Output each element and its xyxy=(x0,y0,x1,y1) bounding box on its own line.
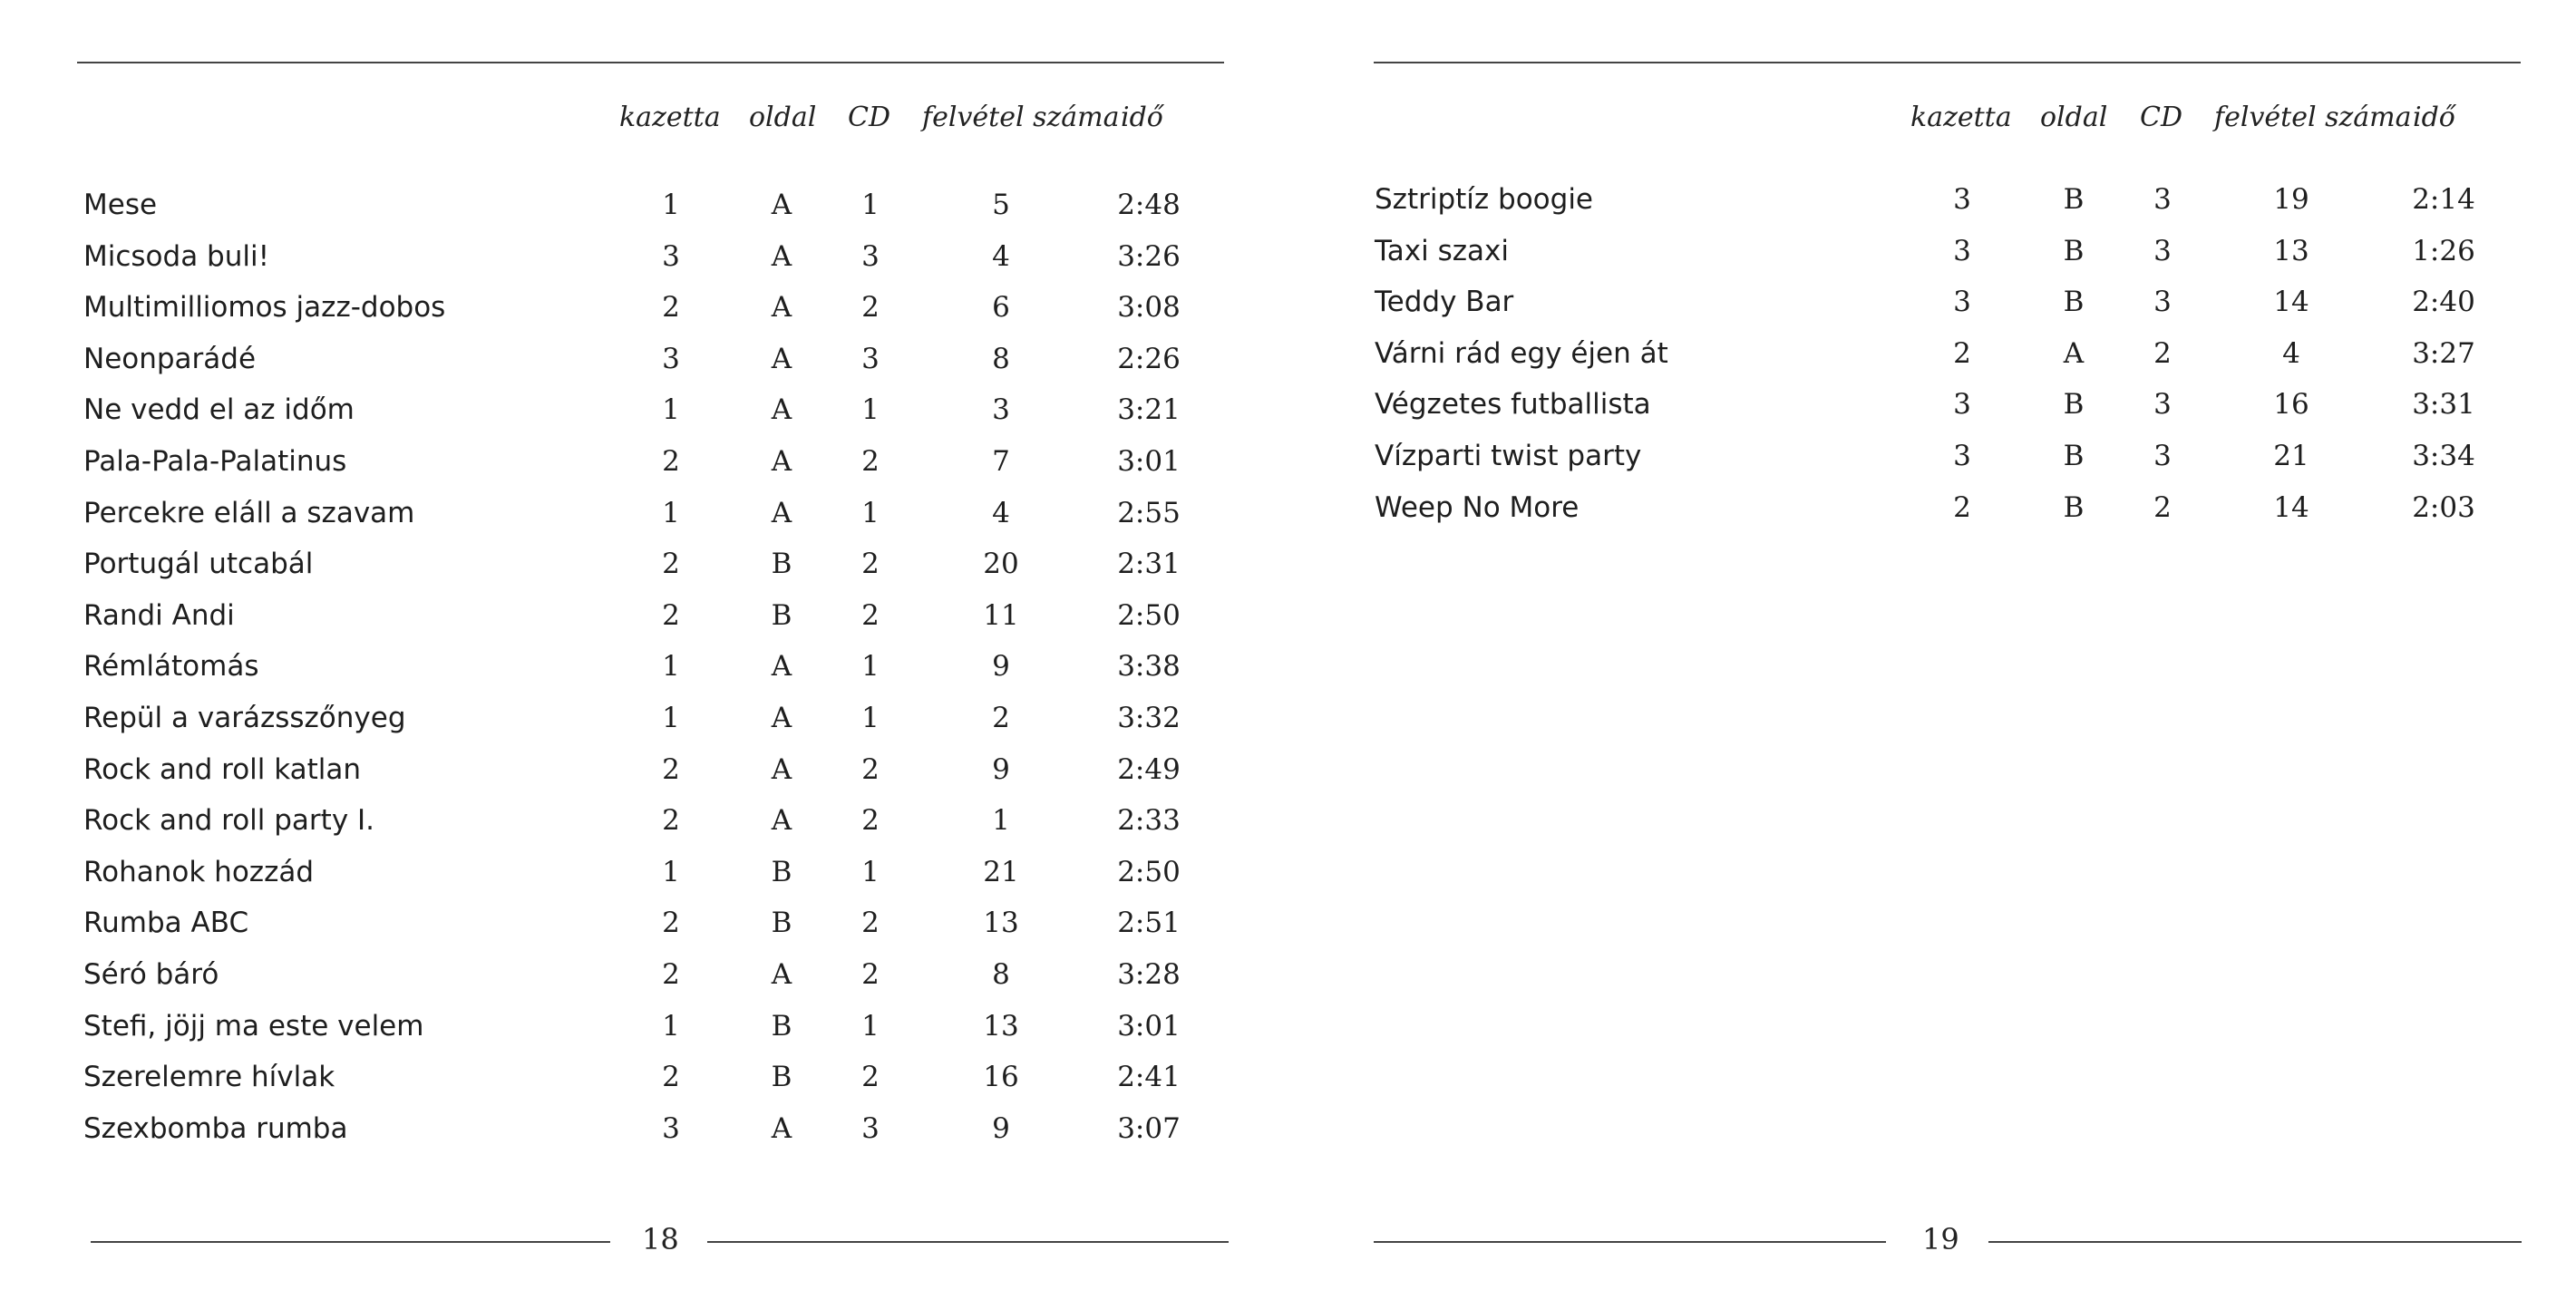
track-felvetel: 14 xyxy=(2273,490,2309,524)
track-felvetel: 20 xyxy=(983,548,1019,581)
track-ido: 3:26 xyxy=(1117,239,1181,273)
track-felvetel: 8 xyxy=(992,342,1010,375)
track-title: Weep No More xyxy=(1375,490,1580,524)
header-ido: idő xyxy=(2413,102,2455,133)
track-title: Várni rád egy éjen át xyxy=(1375,336,1668,370)
track-title: Multimilliomos jazz-dobos xyxy=(83,291,446,325)
track-ido: 3:01 xyxy=(1117,1009,1181,1043)
track-cd: 2 xyxy=(861,548,880,581)
track-ido: 2:03 xyxy=(2412,490,2475,524)
footer-rule-left xyxy=(91,1241,610,1243)
track-title: Rohanok hozzád xyxy=(83,855,315,888)
track-title: Ne vedd el az időm xyxy=(83,393,355,427)
track-ido: 3:21 xyxy=(1117,393,1181,427)
track-cd: 2 xyxy=(861,752,880,786)
track-oldal: B xyxy=(771,855,792,888)
track-ido: 2:50 xyxy=(1117,855,1181,888)
track-cd: 1 xyxy=(861,855,880,888)
track-ido: 3:32 xyxy=(1117,702,1181,734)
track-ido: 2:31 xyxy=(1117,548,1181,581)
track-ido: 3:01 xyxy=(1117,445,1181,478)
top-rule xyxy=(77,62,1224,63)
track-cd: 2 xyxy=(861,907,880,940)
track-felvetel: 4 xyxy=(992,496,1010,529)
track-kazetta: 2 xyxy=(662,291,680,325)
track-ido: 3:28 xyxy=(1117,958,1181,991)
footer-rule-right xyxy=(707,1241,1229,1243)
track-felvetel: 9 xyxy=(992,752,1010,786)
track-oldal: B xyxy=(2063,183,2085,216)
track-oldal: B xyxy=(771,907,792,940)
track-cd: 3 xyxy=(2153,234,2172,267)
track-kazetta: 3 xyxy=(662,342,680,375)
track-kazetta: 3 xyxy=(1953,440,1971,472)
track-oldal: A xyxy=(771,239,792,273)
track-felvetel: 11 xyxy=(983,598,1019,632)
track-title: Repül a varázsszőnyeg xyxy=(83,702,406,734)
track-kazetta: 2 xyxy=(662,958,680,991)
track-oldal: A xyxy=(2063,336,2085,370)
track-felvetel: 13 xyxy=(2273,234,2309,267)
track-ido: 2:51 xyxy=(1117,907,1181,940)
track-ido: 3:31 xyxy=(2412,388,2475,422)
track-ido: 3:08 xyxy=(1117,291,1181,325)
track-title: Pala-Pala-Palatinus xyxy=(83,445,347,478)
track-oldal: A xyxy=(771,752,792,786)
track-ido: 2:41 xyxy=(1117,1061,1181,1094)
track-ido: 2:49 xyxy=(1117,752,1181,786)
track-kazetta: 2 xyxy=(662,804,680,838)
track-ido: 2:26 xyxy=(1117,342,1181,375)
track-kazetta: 1 xyxy=(662,702,680,734)
track-felvetel: 7 xyxy=(992,445,1010,478)
track-kazetta: 2 xyxy=(662,1061,680,1094)
track-oldal: B xyxy=(2063,234,2085,267)
track-kazetta: 1 xyxy=(662,650,680,684)
track-felvetel: 6 xyxy=(992,291,1010,325)
track-felvetel: 8 xyxy=(992,958,1010,991)
track-title: Mese xyxy=(83,189,158,221)
track-cd: 3 xyxy=(2153,388,2172,422)
track-cd: 1 xyxy=(861,1009,880,1043)
track-oldal: B xyxy=(2063,286,2085,319)
track-kazetta: 1 xyxy=(662,855,680,888)
track-cd: 2 xyxy=(861,445,880,478)
track-kazetta: 3 xyxy=(1953,388,1971,422)
track-title: Taxi szaxi xyxy=(1375,234,1509,267)
track-felvetel: 13 xyxy=(983,907,1019,940)
track-ido: 2:40 xyxy=(2412,286,2475,319)
header-cd: CD xyxy=(2140,102,2183,133)
header-ido: idő xyxy=(1121,102,1163,133)
header-felvetel: felvétel száma xyxy=(2214,102,2412,133)
header-kazetta: kazetta xyxy=(1910,102,2012,133)
track-oldal: A xyxy=(771,291,792,325)
track-oldal: B xyxy=(2063,440,2085,472)
track-kazetta: 1 xyxy=(662,1009,680,1043)
track-title: Rock and roll party I. xyxy=(83,804,375,838)
track-oldal: A xyxy=(771,393,792,427)
track-kazetta: 2 xyxy=(662,445,680,478)
track-cd: 1 xyxy=(861,650,880,684)
track-kazetta: 1 xyxy=(662,393,680,427)
track-kazetta: 3 xyxy=(1953,286,1971,319)
track-oldal: B xyxy=(771,1061,792,1094)
page-number: 18 xyxy=(642,1222,679,1256)
track-cd: 2 xyxy=(861,291,880,325)
track-cd: 2 xyxy=(2153,336,2172,370)
top-rule xyxy=(1374,62,2521,63)
track-oldal: B xyxy=(771,598,792,632)
header-oldal: oldal xyxy=(2040,102,2108,133)
track-title: Neonparádé xyxy=(83,342,257,375)
track-kazetta: 3 xyxy=(662,1111,680,1145)
header-kazetta: kazetta xyxy=(619,102,721,133)
track-ido: 3:07 xyxy=(1117,1111,1181,1145)
track-cd: 3 xyxy=(2153,286,2172,319)
track-oldal: A xyxy=(771,1111,792,1145)
track-cd: 3 xyxy=(861,342,880,375)
track-title: Portugál utcabál xyxy=(83,548,314,581)
track-ido: 2:14 xyxy=(2412,183,2475,216)
track-ido: 1:26 xyxy=(2412,234,2475,267)
track-cd: 1 xyxy=(861,496,880,529)
track-ido: 2:33 xyxy=(1117,804,1181,838)
track-felvetel: 9 xyxy=(992,650,1010,684)
track-title: Randi Andi xyxy=(83,598,235,632)
track-felvetel: 2 xyxy=(992,702,1010,734)
track-cd: 2 xyxy=(861,1061,880,1094)
track-oldal: B xyxy=(771,548,792,581)
track-kazetta: 3 xyxy=(1953,234,1971,267)
header-oldal: oldal xyxy=(749,102,817,133)
track-felvetel: 5 xyxy=(992,189,1010,221)
header-cd: CD xyxy=(848,102,891,133)
track-kazetta: 2 xyxy=(662,548,680,581)
track-ido: 3:34 xyxy=(2412,440,2475,472)
track-title: Vízparti twist party xyxy=(1375,440,1642,472)
right-page xyxy=(1288,0,2576,1290)
track-oldal: A xyxy=(771,445,792,478)
track-cd: 2 xyxy=(861,958,880,991)
track-kazetta: 1 xyxy=(662,496,680,529)
track-oldal: A xyxy=(771,342,792,375)
track-ido: 2:50 xyxy=(1117,598,1181,632)
track-title: Rémlátomás xyxy=(83,650,259,684)
track-title: Szerelemre hívlak xyxy=(83,1061,335,1094)
track-cd: 3 xyxy=(2153,440,2172,472)
track-title: Stefi, jöjj ma este velem xyxy=(83,1009,424,1043)
track-felvetel: 21 xyxy=(2273,440,2309,472)
track-oldal: B xyxy=(771,1009,792,1043)
track-title: Teddy Bar xyxy=(1375,286,1514,319)
track-kazetta: 2 xyxy=(662,752,680,786)
track-felvetel: 16 xyxy=(983,1061,1019,1094)
track-cd: 3 xyxy=(2153,183,2172,216)
track-kazetta: 2 xyxy=(1953,490,1971,524)
track-oldal: A xyxy=(771,496,792,529)
track-oldal: A xyxy=(771,702,792,734)
track-ido: 3:38 xyxy=(1117,650,1181,684)
track-felvetel: 9 xyxy=(992,1111,1010,1145)
track-oldal: A xyxy=(771,804,792,838)
page-number: 19 xyxy=(1922,1222,1959,1256)
track-oldal: B xyxy=(2063,490,2085,524)
track-cd: 1 xyxy=(861,393,880,427)
track-felvetel: 1 xyxy=(992,804,1010,838)
track-oldal: A xyxy=(771,189,792,221)
track-oldal: A xyxy=(771,650,792,684)
track-ido: 2:55 xyxy=(1117,496,1181,529)
track-kazetta: 2 xyxy=(662,598,680,632)
track-felvetel: 19 xyxy=(2273,183,2309,216)
track-ido: 3:27 xyxy=(2412,336,2475,370)
footer-rule-left xyxy=(1374,1241,1886,1243)
track-cd: 2 xyxy=(2153,490,2172,524)
track-title: Percekre eláll a szavam xyxy=(83,496,415,529)
track-kazetta: 3 xyxy=(1953,183,1971,216)
track-oldal: B xyxy=(2063,388,2085,422)
footer-rule-right xyxy=(1988,1241,2522,1243)
track-title: Végzetes futballista xyxy=(1375,388,1651,422)
track-title: Szexbomba rumba xyxy=(83,1111,348,1145)
track-oldal: A xyxy=(771,958,792,991)
track-felvetel: 4 xyxy=(2282,336,2300,370)
track-felvetel: 3 xyxy=(992,393,1010,427)
track-kazetta: 2 xyxy=(1953,336,1971,370)
track-cd: 1 xyxy=(861,702,880,734)
track-cd: 1 xyxy=(861,189,880,221)
track-kazetta: 1 xyxy=(662,189,680,221)
track-felvetel: 14 xyxy=(2273,286,2309,319)
header-felvetel: felvétel száma xyxy=(922,102,1120,133)
track-title: Rock and roll katlan xyxy=(83,752,362,786)
track-title: Séró báró xyxy=(83,958,219,991)
track-kazetta: 3 xyxy=(662,239,680,273)
track-title: Sztriptíz boogie xyxy=(1375,183,1594,216)
track-title: Micsoda buli! xyxy=(83,239,270,273)
track-felvetel: 13 xyxy=(983,1009,1019,1043)
track-ido: 2:48 xyxy=(1117,189,1181,221)
track-felvetel: 4 xyxy=(992,239,1010,273)
track-kazetta: 2 xyxy=(662,907,680,940)
track-cd: 2 xyxy=(861,598,880,632)
track-felvetel: 21 xyxy=(983,855,1019,888)
track-title: Rumba ABC xyxy=(83,907,249,940)
track-cd: 3 xyxy=(861,1111,880,1145)
track-cd: 3 xyxy=(861,239,880,273)
track-felvetel: 16 xyxy=(2273,388,2309,422)
track-cd: 2 xyxy=(861,804,880,838)
